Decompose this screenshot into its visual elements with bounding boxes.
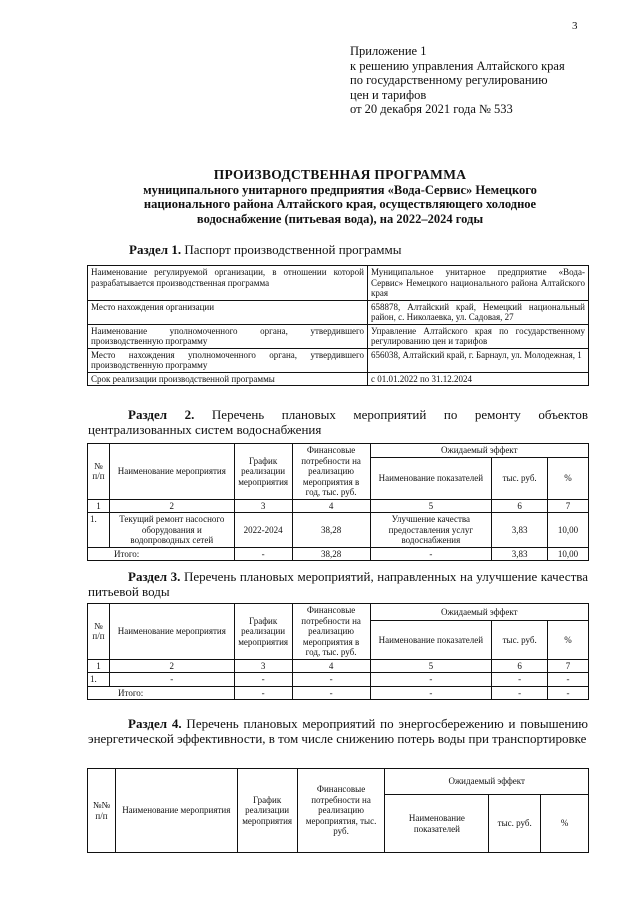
passport-value: Муниципальное унитарное предприятие «Вода-Сервис» Немецкого национального района Алтайского края [368, 266, 589, 301]
passport-label: Место нахождения организации [88, 300, 368, 324]
table-row [88, 686, 589, 700]
header-finance: Финансовые потребности на реализацию мероприятия в год, тыс. руб. [292, 444, 370, 500]
passport-label: Наименование уполномоченного органа, утвердившего производственную программу [88, 324, 368, 348]
header-indicator: Наименование показателей [370, 457, 492, 499]
col-number: 2 [109, 499, 234, 513]
header-finance: Финансовые потребности на реализацию мероприятия в год, тыс. руб. [292, 604, 370, 660]
header-num: № п/п [88, 604, 110, 660]
header-schedule: График реализации мероприятия [237, 769, 297, 853]
cell-num: 1. [88, 513, 110, 548]
passport-label: Наименование регулируемой организации, в отношении которой разрабатывается производственная программа [88, 266, 368, 301]
table-row [88, 604, 589, 621]
header-name: Наименование мероприятия [115, 769, 237, 853]
energy-saving-measures-table [87, 768, 589, 853]
header-rub: тыс. руб. [489, 795, 541, 853]
total-schedule: - [234, 547, 292, 561]
section-4-heading [88, 716, 588, 746]
header-schedule: График реализации мероприятия [234, 604, 292, 660]
total-pct: - [548, 686, 589, 700]
appendix-line: цен и тарифов [350, 87, 427, 102]
passport-table [87, 265, 589, 386]
title-line: водоснабжение (питьевая вода), на 2022–2024 годы [196, 211, 484, 226]
total-schedule: - [234, 686, 292, 700]
header-pct: % [548, 457, 589, 499]
header-indicator: Наименование показателей [370, 621, 492, 659]
passport-value: Управление Алтайского края по государственному регулированию цен и тарифов [368, 324, 589, 348]
table-row [88, 769, 589, 795]
col-number: 5 [370, 499, 492, 513]
col-number: 3 [234, 659, 292, 673]
table-row [88, 300, 589, 324]
cell-finance: 38,28 [292, 513, 370, 548]
cell-indicator: - [370, 673, 492, 687]
col-number: 6 [492, 659, 548, 673]
cell-schedule: 2022-2024 [234, 513, 292, 548]
passport-label: Место нахождения уполномоченного органа, утвердившего производственную программу [88, 348, 368, 372]
cell-finance: - [292, 673, 370, 687]
col-number: 7 [548, 499, 589, 513]
table-row [88, 324, 589, 348]
col-number: 4 [292, 659, 370, 673]
passport-value: 656038, Алтайский край, г. Барнаул, ул. Молодежная, 1 [368, 348, 589, 372]
cell-pct: 10,00 [548, 513, 589, 548]
total-finance: 38,28 [292, 547, 370, 561]
cell-schedule: - [234, 673, 292, 687]
total-indicator: - [370, 547, 492, 561]
section-3-heading [88, 569, 588, 599]
header-effect: Ожидаемый эффект [385, 769, 589, 795]
table-row [88, 444, 589, 458]
header-rub: тыс. руб. [492, 621, 548, 659]
section-1-heading [129, 242, 401, 257]
table-row [88, 372, 589, 386]
appendix-line: Приложение 1 [350, 44, 427, 58]
table-row [88, 659, 589, 673]
total-rub: - [492, 686, 548, 700]
document-title [60, 168, 620, 226]
title-line: национального района Алтайского края, осуществляющего холодное [143, 197, 537, 211]
header-name: Наименование мероприятия [109, 444, 234, 500]
section-2-text: Перечень плановых мероприятий по ремонту объектов централизованных систем водоснабжения [88, 407, 588, 437]
header-pct: % [548, 621, 589, 659]
header-indicator: Наименование показателей [385, 795, 489, 853]
table-row [88, 348, 589, 372]
total-finance: - [292, 686, 370, 700]
header-effect: Ожидаемый эффект [370, 444, 589, 458]
table-row [88, 547, 589, 561]
cell-rub: 3,83 [492, 513, 548, 548]
cell-pct: - [548, 673, 589, 687]
header-num: № п/п [88, 444, 110, 500]
header-num: №№ п/п [88, 769, 116, 853]
repair-measures-table [87, 443, 589, 561]
section-2-heading [88, 407, 588, 437]
title-main: ПРОИЗВОДСТВЕННАЯ ПРОГРАММА [213, 167, 467, 182]
total-pct: 10,00 [548, 547, 589, 561]
section-3-text: Перечень плановых мероприятий, направленных на улучшение качества питьевой воды [88, 569, 588, 599]
section-4-text: Перечень плановых мероприятий по энергосбережению и повышению энергетической эффективности, в том числе снижению потерь воды при транспортировке [88, 716, 588, 746]
col-number: 7 [548, 659, 589, 673]
cell-rub: - [492, 673, 548, 687]
col-number: 5 [370, 659, 492, 673]
section-3-number: Раздел 3. [128, 569, 181, 584]
cell-name: Текущий ремонт насосного оборудования и водопроводных сетей [109, 513, 234, 548]
col-number: 2 [109, 659, 234, 673]
title-line: муниципального унитарного предприятия «Вода-Сервис» Немецкого [143, 182, 537, 197]
appendix-block [350, 44, 565, 117]
table-row [88, 266, 589, 301]
page-number: 3 [572, 20, 578, 32]
passport-label: Срок реализации производственной программы [88, 372, 368, 386]
header-schedule: График реализации мероприятия [234, 444, 292, 500]
appendix-line: от 20 декабря 2021 года № 533 [350, 102, 513, 116]
col-number: 3 [234, 499, 292, 513]
total-indicator: - [370, 686, 492, 700]
col-number: 6 [492, 499, 548, 513]
table-row [88, 673, 589, 687]
water-quality-measures-table [87, 603, 589, 700]
passport-value: с 01.01.2022 по 31.12.2024 [368, 372, 589, 386]
header-pct: % [541, 795, 589, 853]
header-finance: Финансовые потребности на реализацию мероприятия, тыс. руб. [297, 769, 385, 853]
appendix-line: по государственному регулированию [350, 73, 548, 87]
section-1-number: Раздел 1. [129, 242, 182, 257]
col-number: 1 [88, 659, 110, 673]
header-effect: Ожидаемый эффект [370, 604, 588, 621]
cell-indicator: Улучшение качества предоставления услуг водоснабжения [370, 513, 492, 548]
section-1-text: Паспорт производственной программы [181, 242, 402, 257]
total-label: Итого: [88, 547, 235, 561]
col-number: 4 [292, 499, 370, 513]
section-4-number: Раздел 4. [128, 716, 182, 731]
table-row [88, 513, 589, 548]
cell-num: 1. [88, 673, 110, 687]
appendix-line: к решению управления Алтайского края [350, 58, 565, 73]
total-label: Итого: [88, 686, 235, 700]
cell-name: - [109, 673, 234, 687]
passport-value: 658878, Алтайский край, Немецкий национальный район, с. Николаевка, ул. Садовая, 27 [368, 300, 589, 324]
total-rub: 3,83 [492, 547, 548, 561]
col-number: 1 [88, 499, 110, 513]
header-rub: тыс. руб. [492, 457, 548, 499]
section-2-number: Раздел 2. [128, 407, 195, 422]
table-row [88, 499, 589, 513]
header-name: Наименование мероприятия [109, 604, 234, 660]
